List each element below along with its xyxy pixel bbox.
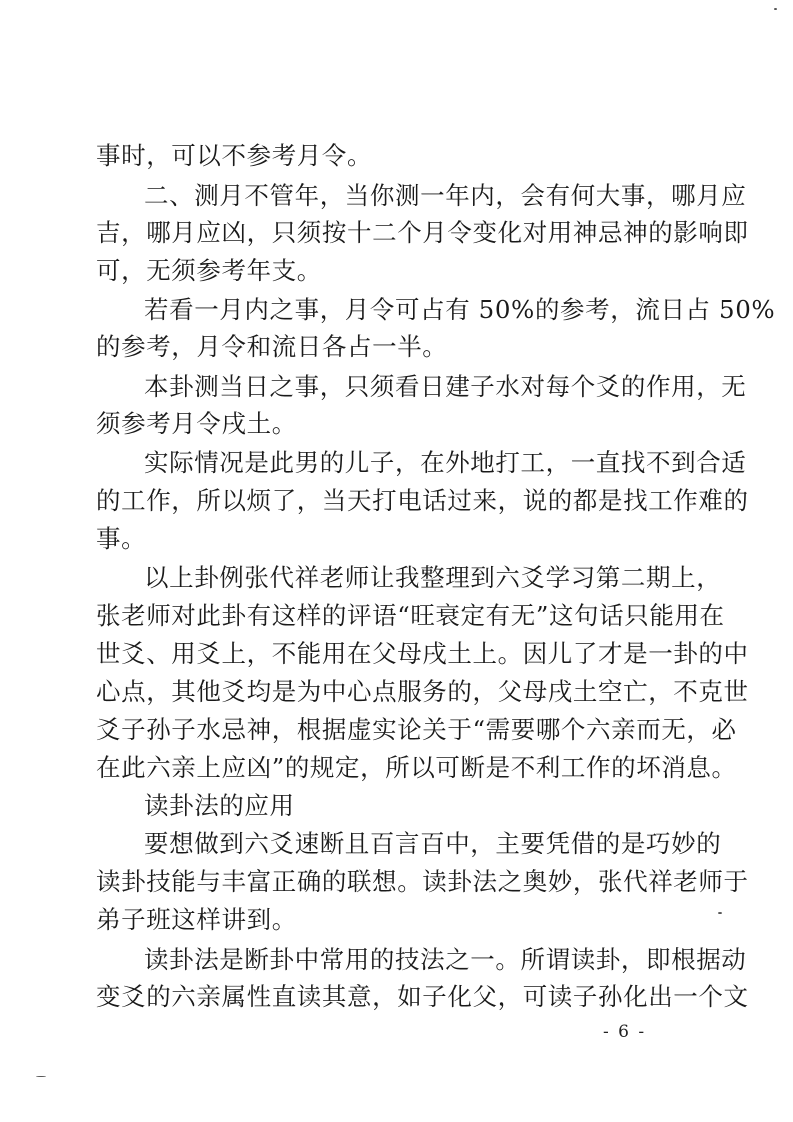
text-line: 在此六亲上应凶”的规定，所以可断是不利工作的坏消息。 (96, 753, 737, 782)
text-line: 若看一月内之事，月令可占有 50%的参考，流日占 50% (144, 295, 776, 324)
text-line: 可，无须参考年支。 (96, 256, 322, 285)
text-line: 实际情况是此男的儿子，在外地打工，一直找不到合适 (144, 448, 747, 477)
text-line: 的参考，月令和流日各占一半。 (96, 332, 448, 361)
text-line: 弟子班这样讲到。 (96, 905, 297, 934)
text-line: 世爻、用爻上，不能用在父母戌土上。因儿了才是一卦的中 (96, 639, 749, 668)
text-line: 变爻的六亲属性直读其意，如子化父，可读子孙化出一个文 (96, 982, 749, 1011)
text-line: 的工作，所以烦了，当天打电话过来，说的都是找工作难的 (96, 486, 749, 515)
text-line: 二、测月不管年，当你测一年内，会有何大事，哪月应 (144, 181, 747, 210)
text-line: 事。 (96, 524, 147, 553)
scan-speck (774, 8, 777, 10)
text-line: 要想做到六爻速断且百言百中，主要凭借的是巧妙的 (144, 829, 722, 858)
text-line: 心点，其他爻均是为中心点服务的，父母戌土空亡，不克世 (96, 677, 749, 706)
text-line: 读卦法是断卦中常用的技法之一。所谓读卦，即根据动 (144, 945, 747, 974)
text-line: 须参考月令戌土。 (96, 409, 297, 438)
page-number: - 6 - (603, 1022, 647, 1042)
text-line: 爻子孙子水忌神，根据虚实论关于“需要哪个六亲而无，必 (96, 715, 737, 744)
text-line: 事时，可以不参考月令。 (96, 141, 373, 170)
section-heading: 读卦法的应用 (144, 791, 295, 820)
text-line: 以上卦例张代祥老师让我整理到六爻学习第二期上， (144, 563, 722, 592)
text-line: 本卦测当日之事，只须看日建子水对每个爻的作用，无 (144, 372, 747, 401)
scan-speck (36, 1076, 46, 1077)
text-line: 读卦技能与丰富正确的联想。读卦法之奥妙，张代祥老师于 (96, 867, 749, 896)
text-line: 吉，哪月应凶，只须按十二个月令变化对用神忌神的影响即 (96, 218, 749, 247)
text-line: 张老师对此卦有这样的评语“旺衰定有无”这句话只能用在 (96, 601, 725, 630)
scan-speck (718, 912, 722, 914)
